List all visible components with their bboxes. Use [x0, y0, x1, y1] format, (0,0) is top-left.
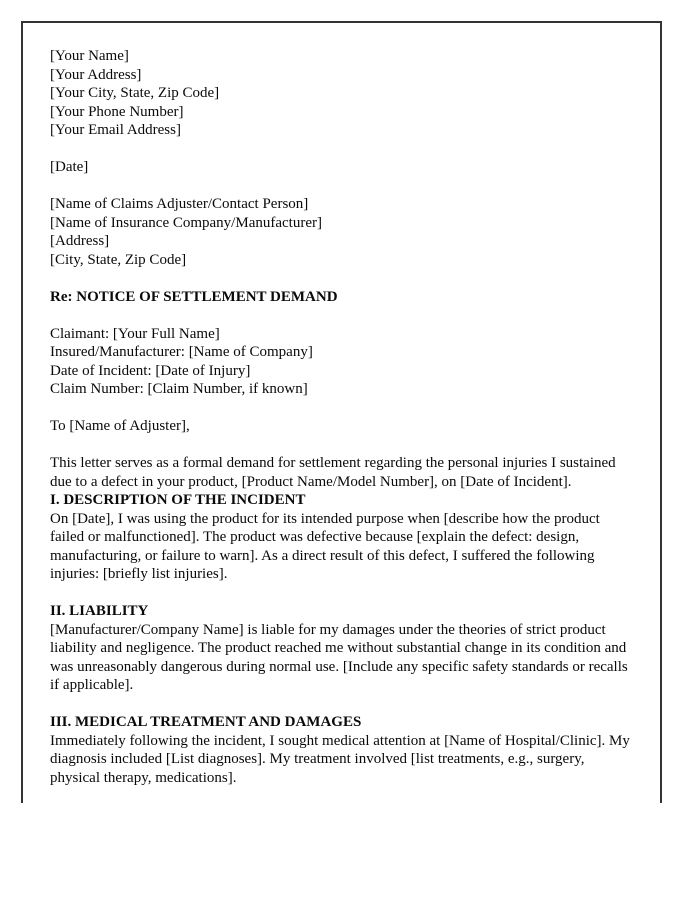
date-line: [Date]: [50, 159, 89, 175]
intro-paragraph: This letter serves as a formal demand for settlement regarding the personal injuries I sustained due to a defect in your product, [Product Name/Model Number], on [Date of Incident].: [50, 455, 616, 490]
section-medical-treatment-damages: [50, 713, 636, 787]
sender-address-line: [Your Address]: [50, 66, 142, 83]
recipient-company-line: [Name of Insurance Company/Manufacturer]: [50, 214, 322, 231]
section-body: Immediately following the incident, I sought medical attention at [Name of Hospital/Clinic]. My diagnosis included [List diagnoses]. My treatment involved [list treatments, e.g., surgery, physical therapy, medications].: [50, 732, 630, 786]
sender-name-line: [Your Name]: [50, 48, 129, 64]
section-heading: II. LIABILITY: [50, 603, 149, 619]
section-heading: III. MEDICAL TREATMENT AND DAMAGES: [50, 714, 362, 730]
section-liability: [50, 602, 636, 695]
claimant-line: Claimant: [Your Full Name]: [50, 325, 220, 342]
letter-page: [21, 21, 662, 803]
section-body: On [Date], I was using the product for its intended purpose when [describe how the product failed or malfunctioned]. The product was defective because [explain the defect: design, manufacturing, or failure to warn]. As a direct result of this defect, I suffered the following injuries: [briefly list injuries].: [50, 510, 600, 582]
section-heading: I. DESCRIPTION OF THE INCIDENT: [50, 492, 306, 508]
recipient-address-block: [50, 195, 636, 269]
sender-email-line: [Your Email Address]: [50, 122, 181, 138]
subject-line: Re: NOTICE OF SETTLEMENT DEMAND: [50, 288, 338, 305]
claim-number-line: Claim Number: [Claim Number, if known]: [50, 381, 308, 397]
section-description-of-incident: [50, 491, 636, 584]
recipient-city-state-zip-line: [City, State, Zip Code]: [50, 251, 187, 268]
date-of-incident-line: Date of Incident: [Date of Injury]: [50, 362, 251, 379]
insured-manufacturer-line: Insured/Manufacturer: [Name of Company]: [50, 344, 313, 360]
recipient-address-line: [Address]: [50, 233, 110, 249]
claim-details-block: [50, 325, 636, 399]
sender-address-block: [50, 47, 636, 140]
sender-phone-line: [Your Phone Number]: [50, 103, 184, 120]
salutation: To [Name of Adjuster],: [50, 418, 190, 434]
sender-city-state-zip-line: [Your City, State, Zip Code]: [50, 85, 220, 101]
recipient-adjuster-line: [Name of Claims Adjuster/Contact Person]: [50, 196, 309, 212]
section-body: [Manufacturer/Company Name] is liable for my damages under the theories of strict product liability and negligence. The product reached me without substantial change in its condition and was unreasonably dangerous during normal use. [Include any specific safety standards or recalls if applicable].: [50, 621, 628, 693]
